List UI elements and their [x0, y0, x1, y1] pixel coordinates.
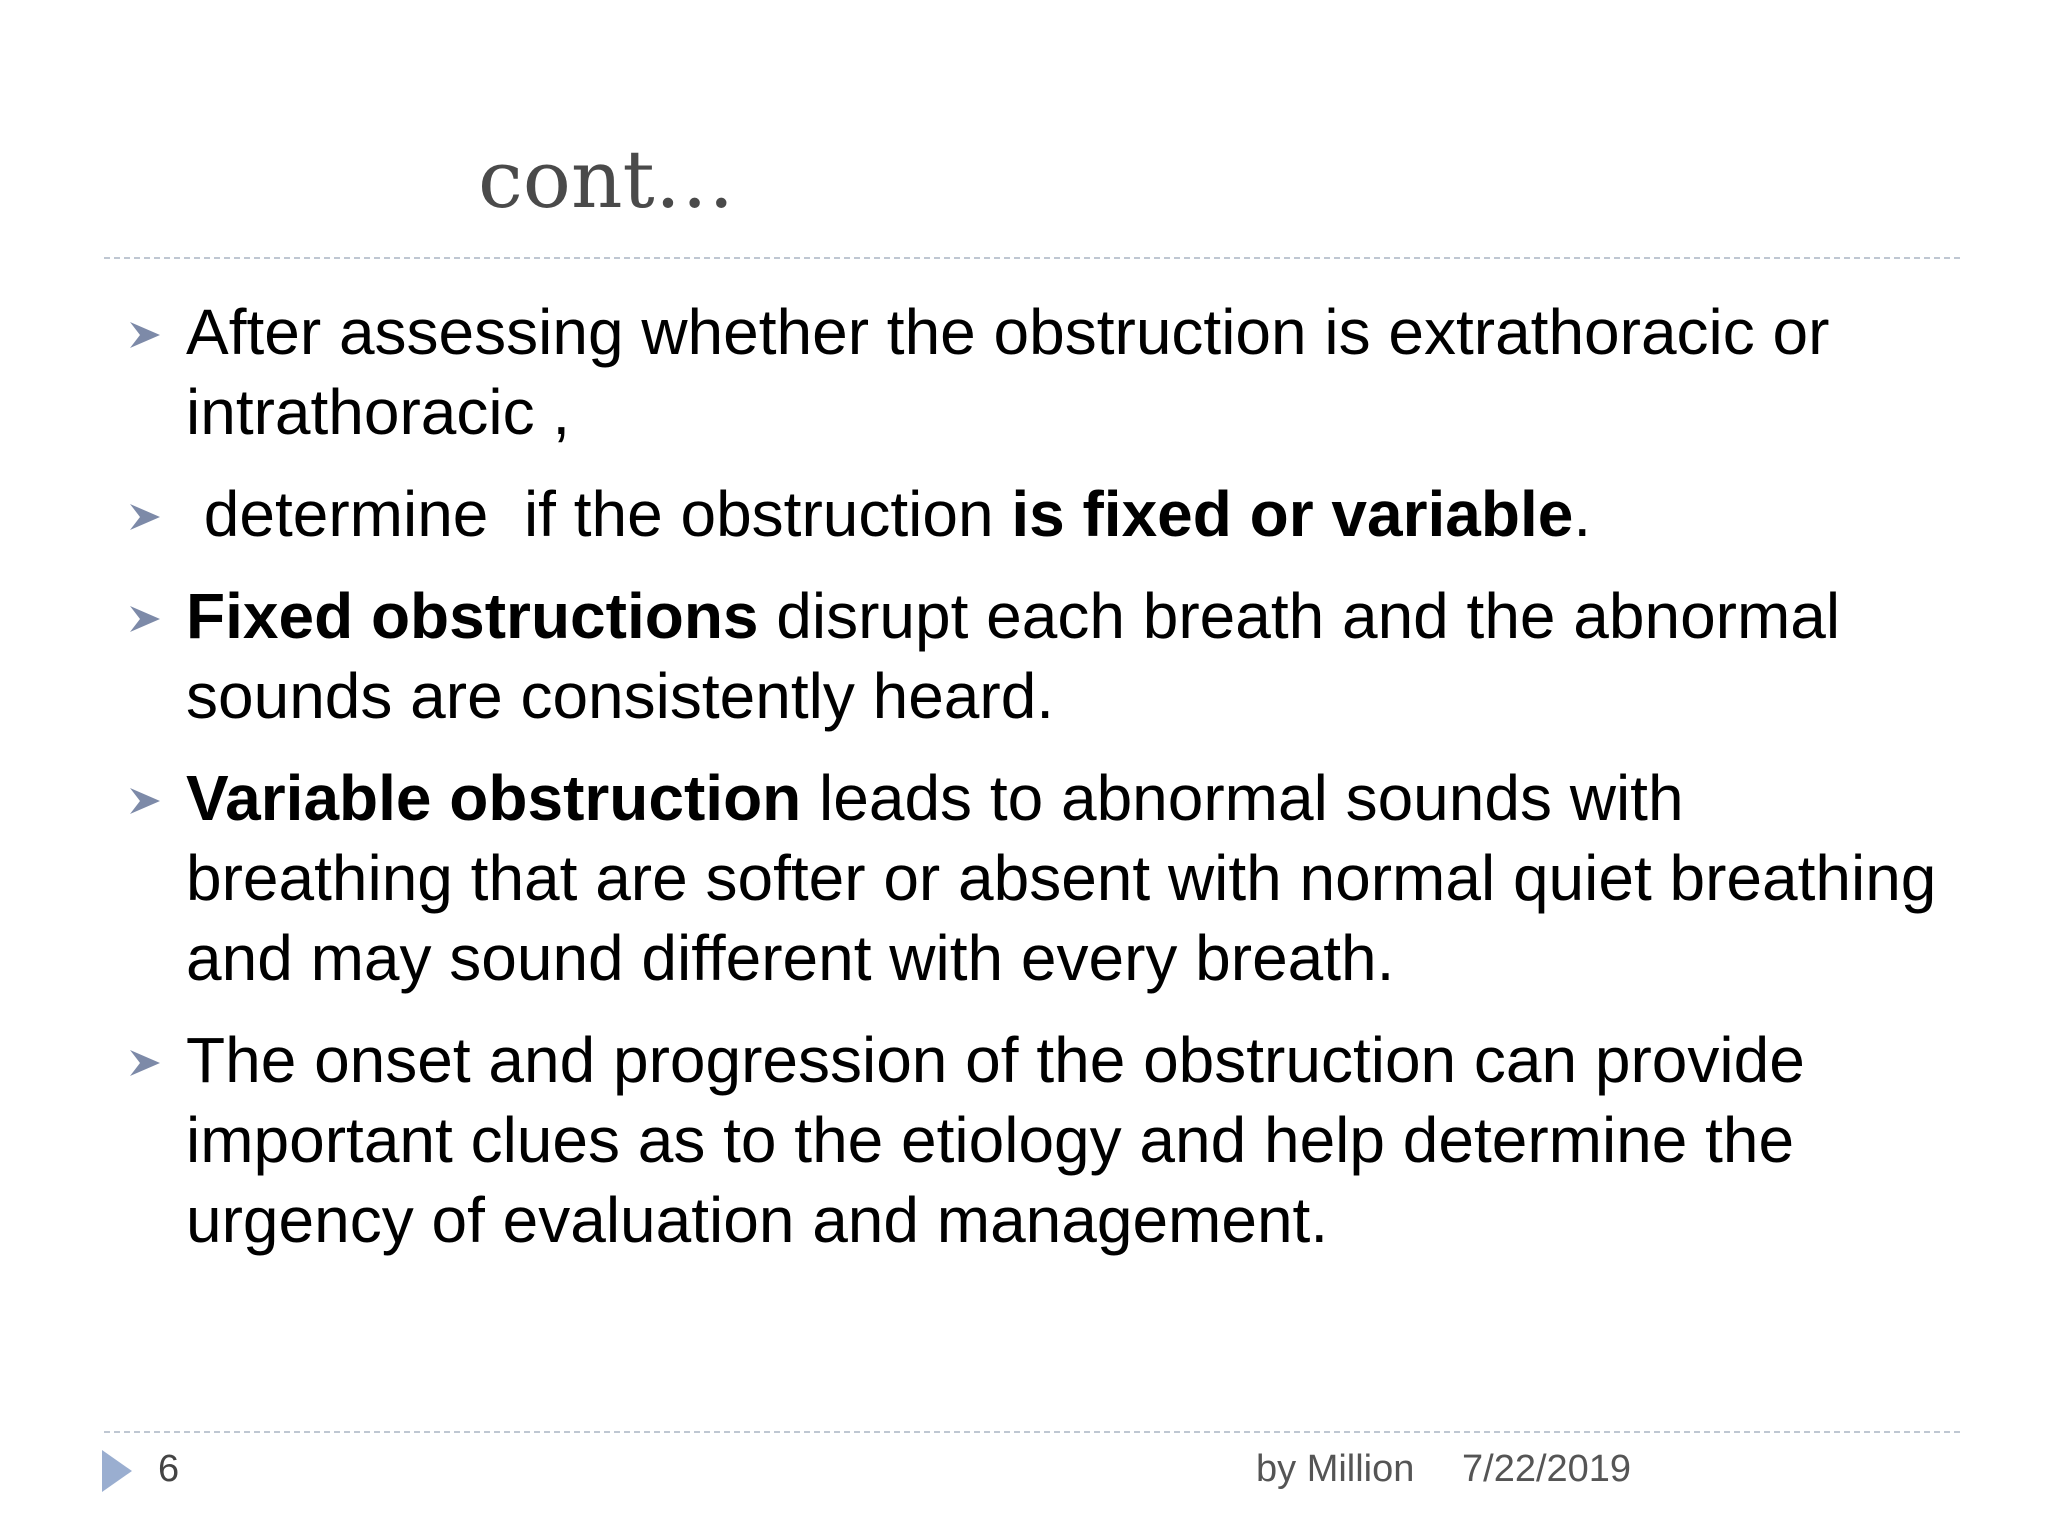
footer-author: by Million — [1256, 1448, 1415, 1490]
footer-date: 7/22/2019 — [1462, 1448, 1632, 1490]
slide-number: 6 — [158, 1448, 180, 1490]
bullet-text-bold: Variable obstruction — [186, 762, 802, 834]
bullet-list — [128, 292, 1955, 1282]
bullet-item — [128, 474, 1948, 554]
arrowhead-bullet-icon — [128, 1048, 162, 1078]
arrowhead-bullet-icon — [128, 320, 162, 350]
bullet-text-segment: The onset and progression of the obstruction can provide important clues as to the etiology and help determine the urgency of evaluation and management. — [186, 1024, 1823, 1256]
bullet-text — [186, 296, 1847, 448]
bullet-item — [128, 576, 1948, 736]
title-divider — [104, 257, 1960, 259]
bullet-text-segment: After assessing whether the obstruction is extrathoracic or intrathoracic , — [186, 296, 1848, 448]
arrowhead-bullet-icon — [128, 786, 162, 816]
arrowhead-bullet-icon — [128, 502, 162, 532]
bullet-text-bold: Fixed obstructions — [186, 580, 759, 652]
bullet-item — [128, 292, 1948, 452]
bullet-text — [186, 762, 1954, 994]
bullet-text-segment: leads to abnormal sounds with breathing that are softer or absent with normal quiet breathing and may sound different with every breath. — [186, 762, 1955, 994]
bullet-text — [186, 580, 1858, 732]
bullet-text — [186, 478, 1591, 550]
triangle-play-icon — [102, 1450, 132, 1492]
bullet-text-segment: . — [1573, 478, 1592, 550]
bullet-item — [128, 1020, 1948, 1260]
bullet-text-bold: is fixed or variable — [1011, 478, 1574, 550]
arrowhead-bullet-icon — [128, 604, 162, 634]
footer-divider — [104, 1431, 1960, 1433]
slide-title: cont… — [478, 133, 735, 226]
bullet-text — [186, 1024, 1823, 1256]
bullet-text-segment: disrupt each breath and the abnormal sounds are consistently heard. — [186, 580, 1858, 732]
bullet-item — [128, 758, 1955, 998]
bullet-text-segment: determine if the obstruction — [186, 478, 1012, 550]
